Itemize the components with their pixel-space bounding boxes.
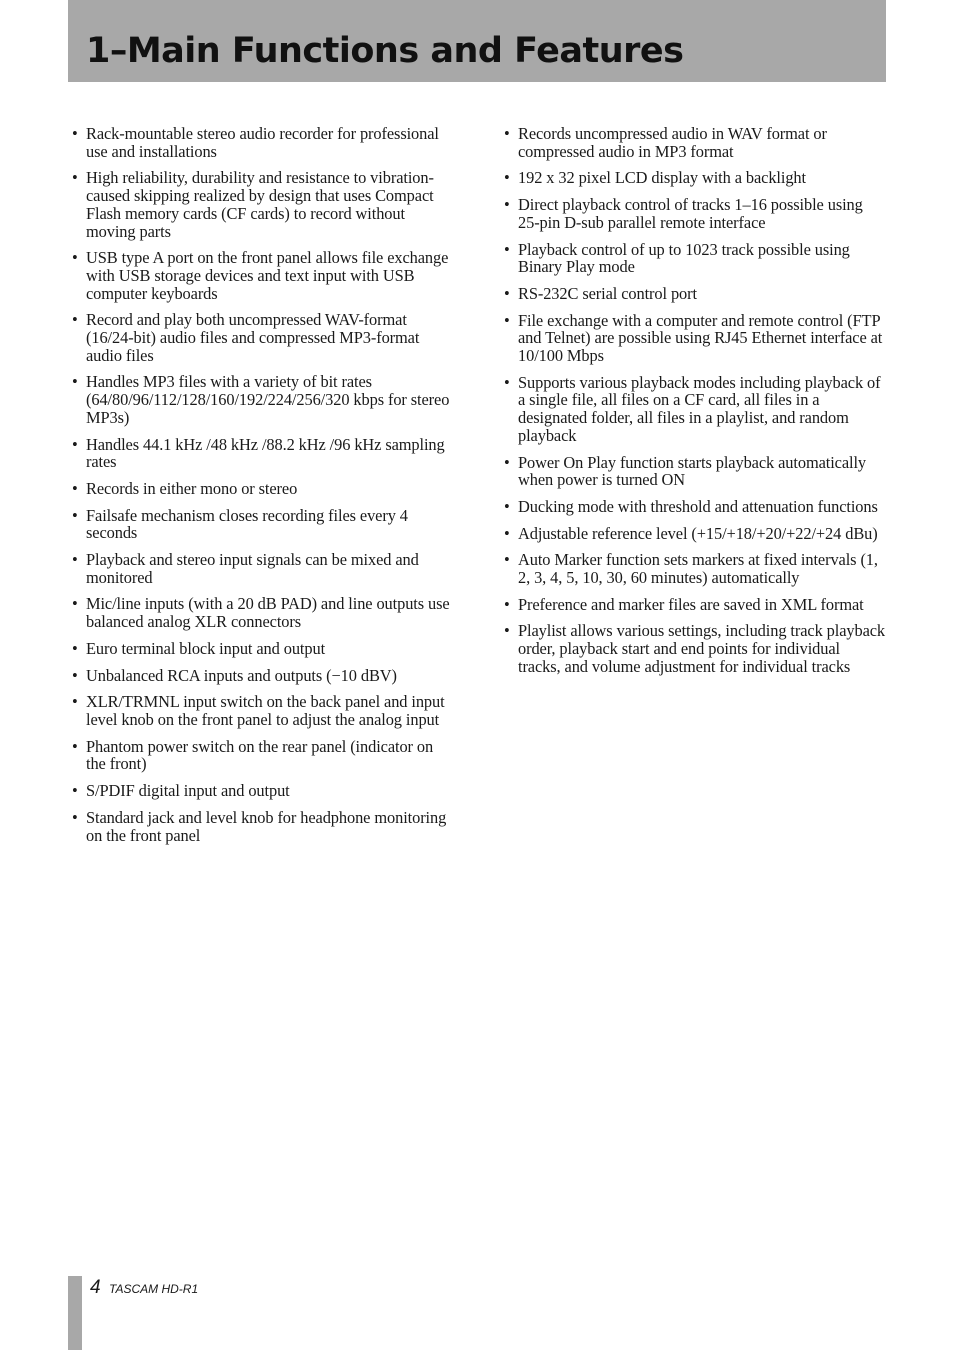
list-item: • USB type A port on the front panel allows file exchange with USB storage devices and text input with USB computer keyboards [72, 249, 456, 302]
list-item: • Playback and stereo input signals can be mixed and monitored [72, 551, 456, 586]
list-item: • Preference and marker files are saved in XML format [504, 596, 886, 614]
page-number: 4 [90, 1277, 101, 1298]
list-item: • Direct playback control of tracks 1–16 possible using 25-pin D-sub parallel remote interface [504, 196, 886, 231]
list-item: • Handles MP3 files with a variety of bit rates (64/80/96/112/128/160/192/224/256/320 kbps for stereo MP3s) [72, 373, 456, 426]
header-band [68, 0, 886, 82]
list-item: • Playback control of up to 1023 track possible using Binary Play mode [504, 241, 886, 276]
list-item: • Phantom power switch on the rear panel (indicator on the front) [72, 738, 456, 773]
list-item: • 192 x 32 pixel LCD display with a backlight [504, 169, 886, 187]
footer-brand: TASCAM HD-R1 [109, 1282, 199, 1296]
list-item: • High reliability, durability and resistance to vibration-caused skipping realized by design that uses Compact Flash memory cards (CF cards) to record without moving parts [72, 169, 456, 240]
page-title: 1–Main Functions and Features [86, 31, 684, 71]
list-item: • Adjustable reference level (+15/+18/+20/+22/+24 dBu) [504, 525, 886, 543]
list-item: • Supports various playback modes including playback of a single file, all files on a CF card, all files in a designated folder, all files in a playlist, and random playback [504, 374, 886, 445]
list-item: • Mic/line inputs (with a 20 dB PAD) and line outputs use balanced analog XLR connectors [72, 595, 456, 630]
list-item: • Ducking mode with threshold and attenuation functions [504, 498, 886, 516]
list-item: • Records uncompressed audio in WAV format or compressed audio in MP3 format [504, 125, 886, 160]
list-item: • Handles 44.1 kHz /48 kHz /88.2 kHz /96 kHz sampling rates [72, 436, 456, 471]
page-footer [90, 1277, 198, 1299]
list-item: • Auto Marker function sets markers at fixed intervals (1, 2, 3, 4, 5, 10, 30, 60 minutes) automatically [504, 551, 886, 586]
footer-bar [68, 1276, 82, 1350]
list-item: • Standard jack and level knob for headphone monitoring on the front panel [72, 809, 456, 844]
list-item: • Record and play both uncompressed WAV-format (16/24-bit) audio files and compressed MP3-format audio files [72, 311, 456, 364]
list-item: • File exchange with a computer and remote control (FTP and Telnet) are possible using RJ45 Ethernet interface at 10/100 Mbps [504, 312, 886, 365]
list-item: • RS-232C serial control port [504, 285, 886, 303]
list-item: • Unbalanced RCA inputs and outputs (−10 dBV) [72, 667, 456, 685]
list-item: • S/PDIF digital input and output [72, 782, 456, 800]
list-item: • Records in either mono or stereo [72, 480, 456, 498]
feature-list-right [504, 125, 886, 685]
list-item: • Rack-mountable stereo audio recorder for professional use and installations [72, 125, 456, 160]
list-item: • Euro terminal block input and output [72, 640, 456, 658]
feature-list-left [72, 125, 456, 853]
list-item: • Playlist allows various settings, including track playback order, playback start and end points for individual tracks, and volume adjustment for individual tracks [504, 622, 886, 675]
list-item: • Power On Play function starts playback automatically when power is turned ON [504, 454, 886, 489]
list-item: • Failsafe mechanism closes recording files every 4 seconds [72, 507, 456, 542]
list-item: • XLR/TRMNL input switch on the back panel and input level knob on the front panel to adjust the analog input [72, 693, 456, 728]
